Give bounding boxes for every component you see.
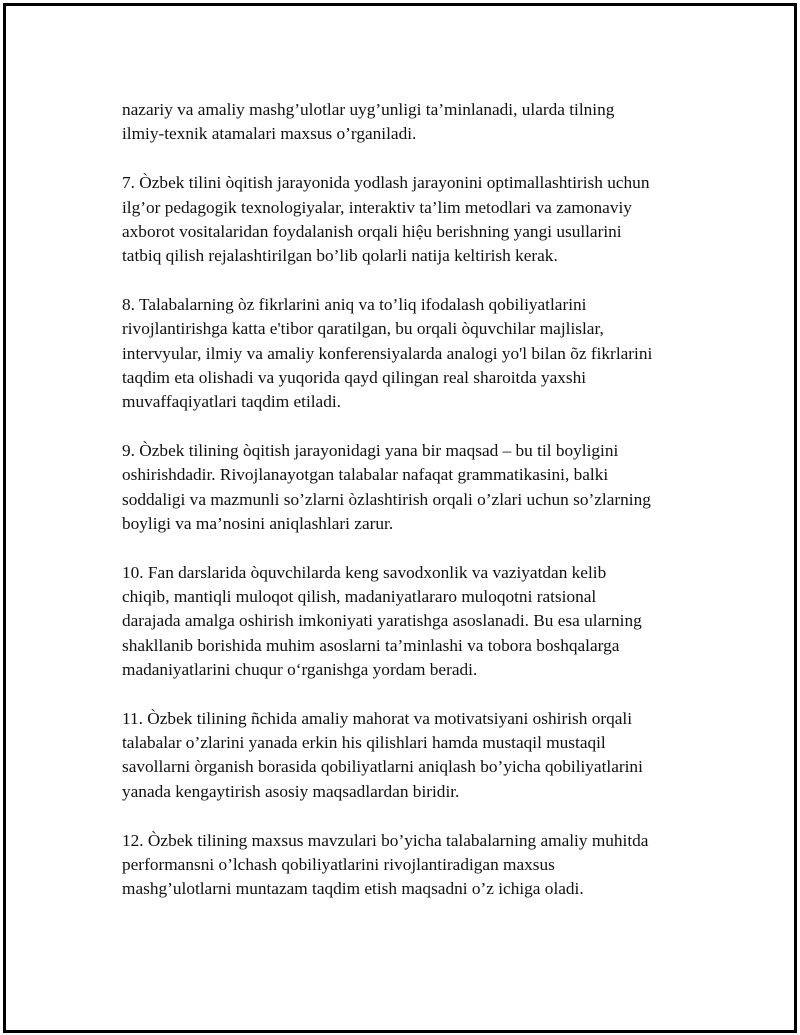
paragraph-9: 9. Òzbek tilining òqitish jarayonidagi yana bir maqsad – bu til boyligini oshirishdadir. Rivojlanayotgan talabalar nafaqat grammatikasini, balki soddaligi va mazmunli so’zlarni òzlashtirish orqali o’zlari uchun so’zlarning boyligi va ma’nosini aniqlashlari zarur. [122, 441, 651, 533]
paragraph-8: 8. Talabalarning òz fikrlarini aniq va to’liq ifodalash qobiliyatlarini rivojlantirishga katta e'tibor qaratilgan, bu orqali òquvchilar majlislar, intervyular, ilmiy va amaliy konferensiyalarda analogi yo'l bilan õz fikrlarini taqdim eta olishadi va yuqorida qayd qilingan real sharoitda yaxshi muvaffaqiyatlari taqdim etiladi. [122, 295, 653, 412]
paragraph-10: 10. Fan darslarida òquvchilarda keng savodxonlik va vaziyatdan kelib chiqib, mantiqli muloqot qilish, madaniyatlararo muloqotni ratsional darajada amalga oshirish imkoniyati yaratishga asoslanadi. Bu esa ularning shakllanib borishida muhim asoslarni ta’minlashi va tobora boshqalarga madaniyatlarini chuqur o‘rganishga yordam beradi. [122, 563, 642, 679]
document-body [122, 98, 702, 926]
paragraph-continuation: nazariy va amaliy mashg’ulotlar uyg’unligi ta’minlanadi, ularda tilning ilmiy-texnik atamalari maxsus o’rganiladi. [122, 100, 615, 144]
page-frame [3, 3, 797, 1033]
paragraph-11: 11. Òzbek tilining ñchida amaliy mahorat va motivatsiyani oshirish orqali talabalar o’zlarini yanada erkin his qilishlari hamda mustaqil mustaqil savollarni òrganish borasida qobiliyatlarni aniqlash bo’yicha qobiliyatlarini yanada kengaytirish asosiy maqsadlardan biridir. [122, 709, 643, 801]
paragraph-12: 12. Òzbek tilining maxsus mavzulari bo’yicha talabalarning amaliy muhitda performansni o’lchash qobiliyatlarini rivojlantiradigan maxsus mashg’ulotlarni muntazam taqdim etish maqsadni o’z ichiga oladi. [122, 830, 649, 899]
paragraph-7: 7. Òzbek tilini òqitish jarayonida yodlash jarayonini optimallashtirish uchun ilg’or pedagogik texnologiyalar, interaktiv ta’lim metodlari va zamonaviy axborot vositalaridan foydalanish orqali hiệu berishning yangi usullarini tatbiq qilish rejalashtirilgan bo’lib qolarli natija keltirish kerak. [122, 173, 650, 266]
